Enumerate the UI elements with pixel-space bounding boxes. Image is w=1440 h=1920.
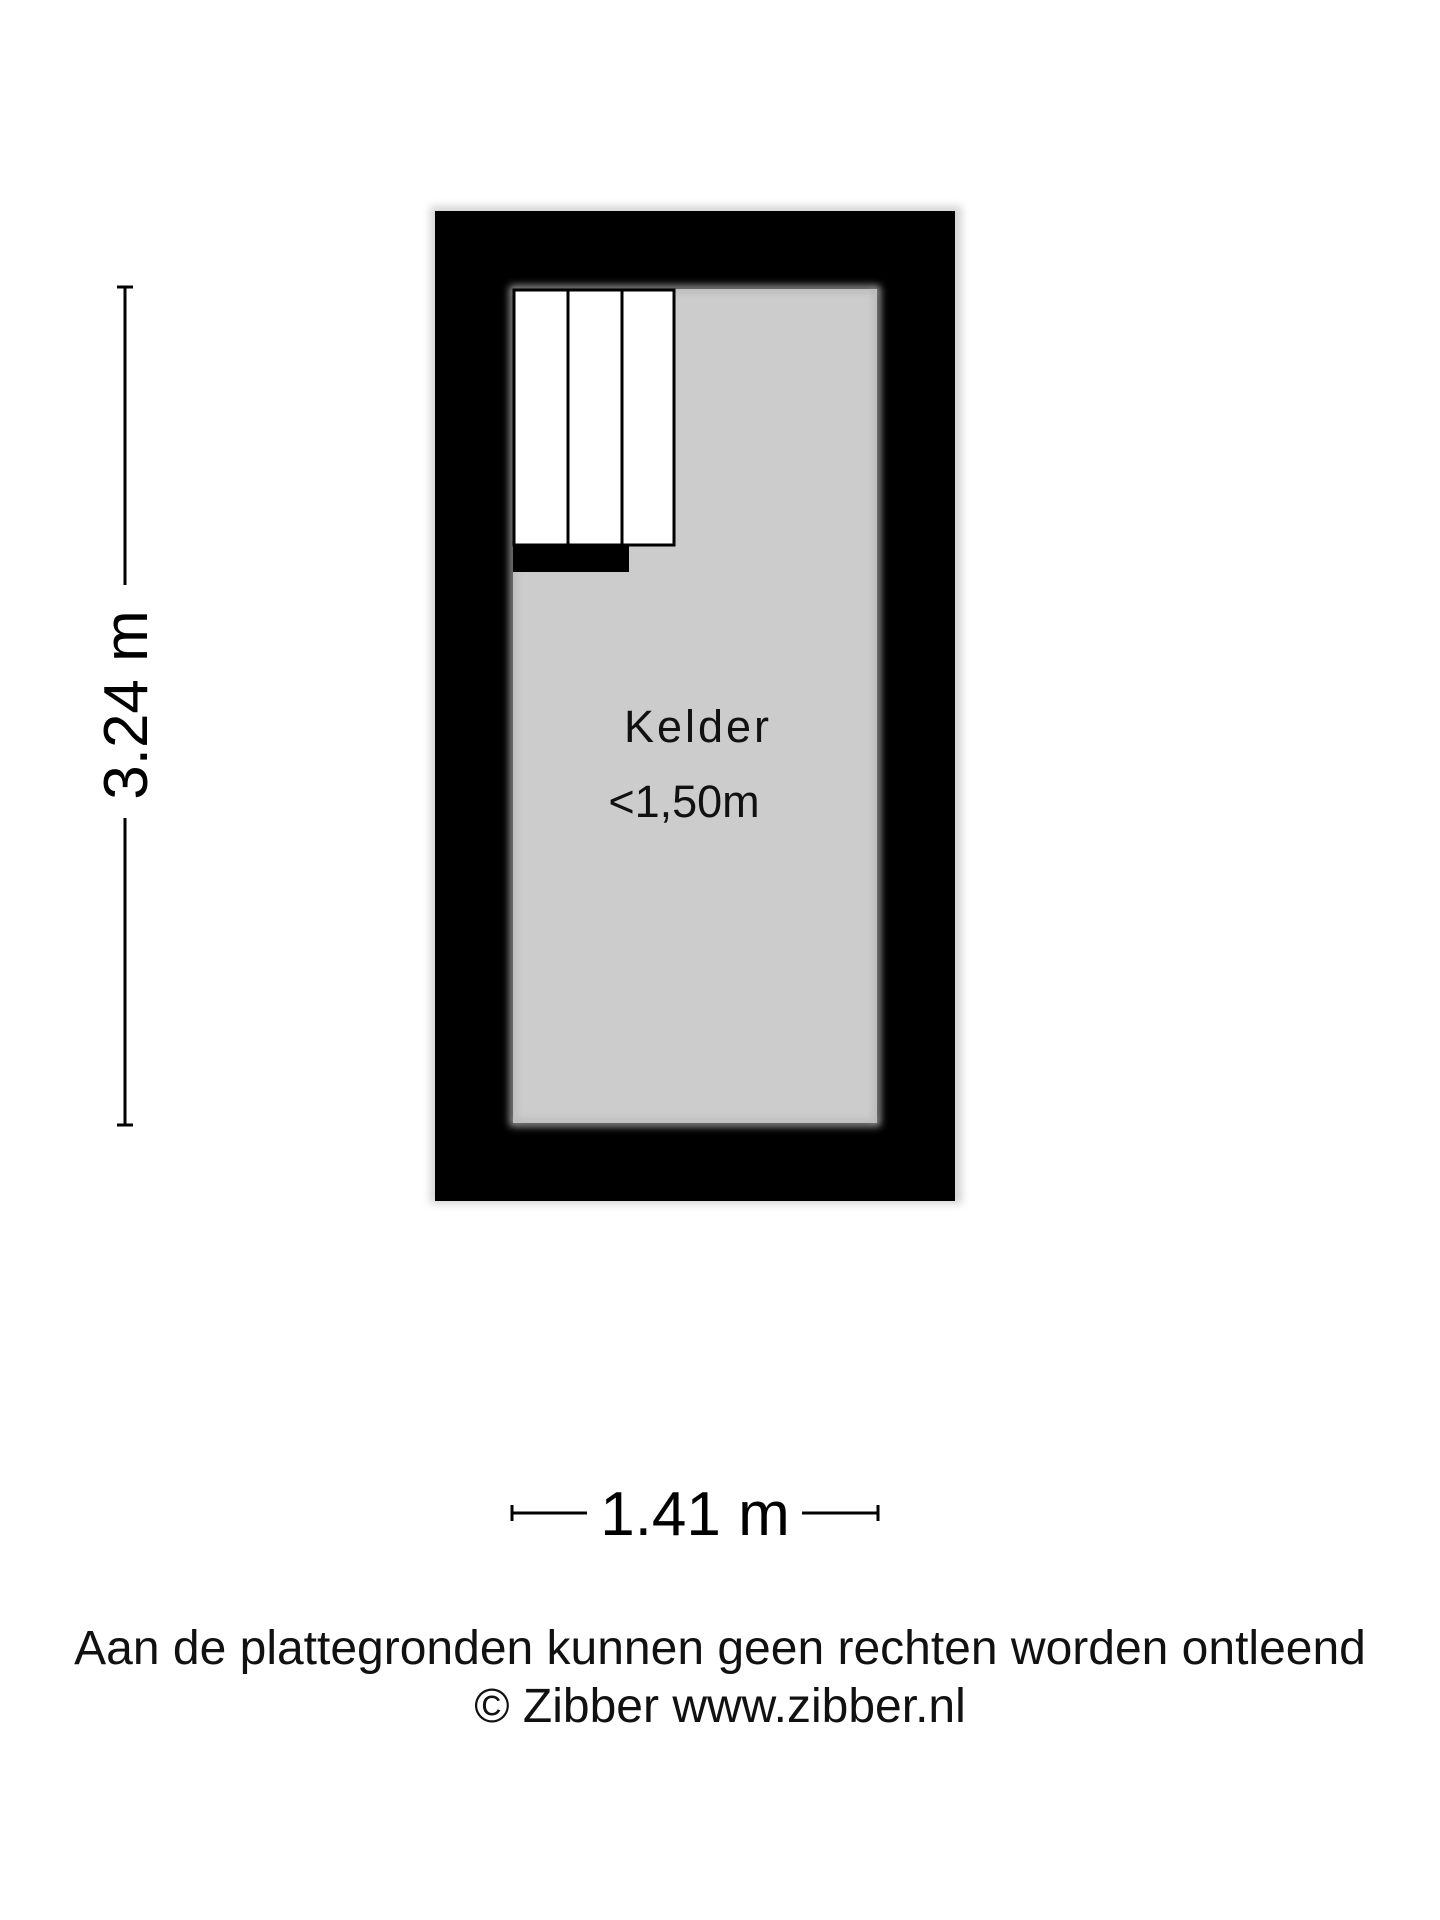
- room-height-note: <1,50m: [608, 776, 760, 827]
- stair-step: [514, 290, 568, 545]
- footer: [0, 1620, 1440, 1736]
- dimension-width-label: 1.41 m: [600, 1480, 790, 1549]
- room-name: Kelder: [623, 701, 773, 752]
- dimension-length-label: 3.24 m: [92, 610, 161, 800]
- staircase: [514, 290, 674, 545]
- disclaimer-text: Aan de plattegronden kunnen geen rechten worden ontleend: [74, 1622, 1366, 1675]
- stair-step: [568, 290, 622, 545]
- stair-step: [622, 290, 674, 545]
- stair-wall: [513, 546, 629, 572]
- copyright-text: © Zibber www.zibber.nl: [474, 1680, 966, 1733]
